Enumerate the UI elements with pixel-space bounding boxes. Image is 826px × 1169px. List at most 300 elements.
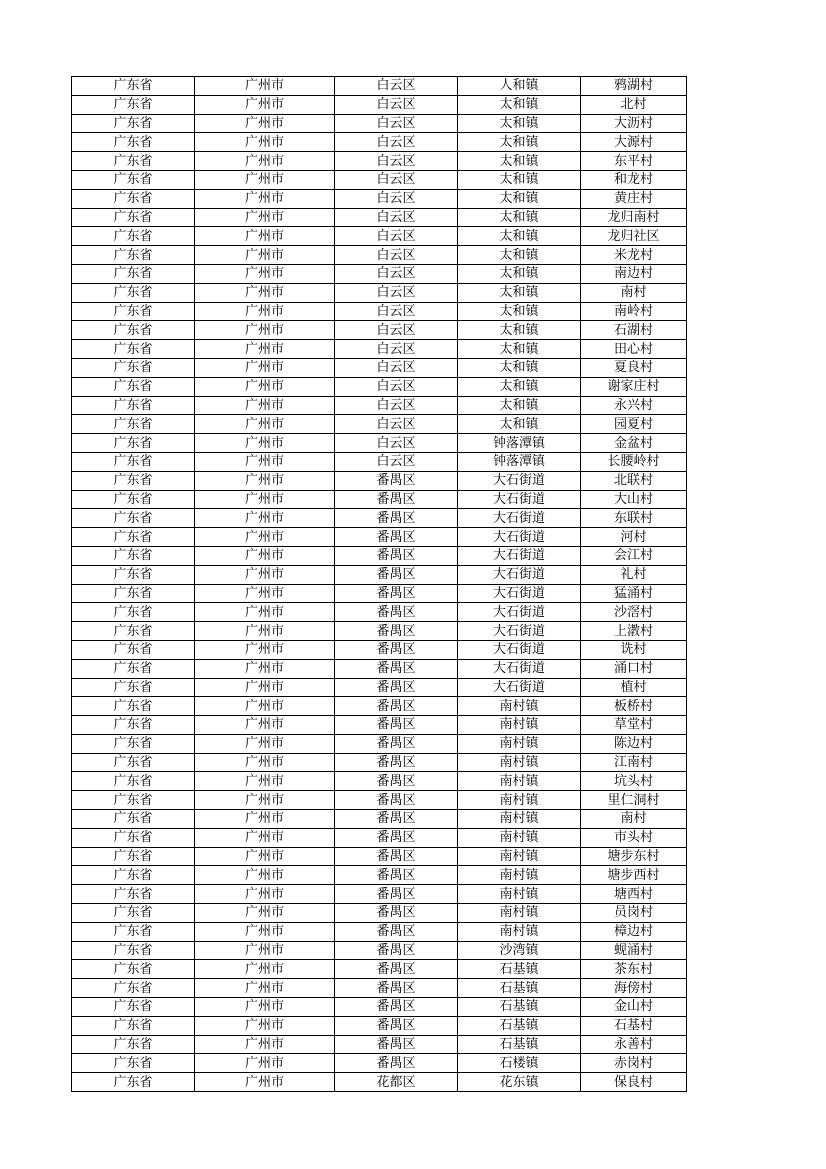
town-cell: 大石街道 — [458, 584, 581, 603]
town-cell: 石基镇 — [458, 960, 581, 979]
city-cell: 广州市 — [195, 77, 335, 96]
table-row — [72, 509, 687, 528]
table-row — [72, 1035, 687, 1054]
village-cell: 江南村 — [581, 753, 687, 772]
village-cell: 上漖村 — [581, 622, 687, 641]
province-cell: 广东省 — [72, 998, 195, 1017]
province-cell: 广东省 — [72, 828, 195, 847]
table-row — [72, 828, 687, 847]
town-cell: 大石街道 — [458, 659, 581, 678]
district-cell: 番禺区 — [335, 640, 458, 659]
city-cell: 广州市 — [195, 546, 335, 565]
province-cell: 广东省 — [72, 302, 195, 321]
village-cell: 诜村 — [581, 640, 687, 659]
table-row — [72, 528, 687, 547]
village-cell: 樟边村 — [581, 922, 687, 941]
district-cell: 番禺区 — [335, 1016, 458, 1035]
town-cell: 大石街道 — [458, 622, 581, 641]
district-cell: 番禺区 — [335, 697, 458, 716]
table-row — [72, 1016, 687, 1035]
district-cell: 番禺区 — [335, 584, 458, 603]
district-cell: 白云区 — [335, 170, 458, 189]
city-cell: 广州市 — [195, 885, 335, 904]
district-cell: 白云区 — [335, 452, 458, 471]
town-cell: 太和镇 — [458, 246, 581, 265]
province-cell: 广东省 — [72, 1054, 195, 1073]
district-cell: 白云区 — [335, 377, 458, 396]
village-cell: 涌口村 — [581, 659, 687, 678]
district-cell: 番禺区 — [335, 885, 458, 904]
table-row — [72, 490, 687, 509]
village-cell: 草堂村 — [581, 716, 687, 735]
district-cell: 白云区 — [335, 321, 458, 340]
town-cell: 南村镇 — [458, 847, 581, 866]
province-cell: 广东省 — [72, 189, 195, 208]
table-row — [72, 452, 687, 471]
district-cell: 番禺区 — [335, 847, 458, 866]
table-body — [72, 77, 687, 1092]
village-cell: 板桥村 — [581, 697, 687, 716]
province-cell: 广东省 — [72, 114, 195, 133]
town-cell: 太和镇 — [458, 189, 581, 208]
city-cell: 广州市 — [195, 697, 335, 716]
district-cell: 番禺区 — [335, 490, 458, 509]
town-cell: 钟落潭镇 — [458, 434, 581, 453]
town-cell: 大石街道 — [458, 471, 581, 490]
table-row — [72, 584, 687, 603]
city-cell: 广州市 — [195, 810, 335, 829]
district-cell: 白云区 — [335, 114, 458, 133]
town-cell: 太和镇 — [458, 415, 581, 434]
table-row — [72, 1054, 687, 1073]
city-cell: 广州市 — [195, 434, 335, 453]
village-cell: 永兴村 — [581, 396, 687, 415]
city-cell: 广州市 — [195, 170, 335, 189]
village-cell: 龙归南村 — [581, 208, 687, 227]
table-row — [72, 264, 687, 283]
town-cell: 大石街道 — [458, 603, 581, 622]
village-cell: 南村 — [581, 283, 687, 302]
province-cell: 广东省 — [72, 941, 195, 960]
table-row — [72, 659, 687, 678]
village-cell: 猛涌村 — [581, 584, 687, 603]
district-cell: 白云区 — [335, 208, 458, 227]
town-cell: 太和镇 — [458, 208, 581, 227]
town-cell: 大石街道 — [458, 546, 581, 565]
village-cell: 塘西村 — [581, 885, 687, 904]
village-cell: 龙归社区 — [581, 227, 687, 246]
province-cell: 广东省 — [72, 152, 195, 171]
district-cell: 番禺区 — [335, 528, 458, 547]
province-cell: 广东省 — [72, 95, 195, 114]
village-cell: 谢家庄村 — [581, 377, 687, 396]
province-cell: 广东省 — [72, 565, 195, 584]
town-cell: 南村镇 — [458, 772, 581, 791]
city-cell: 广州市 — [195, 922, 335, 941]
town-cell: 太和镇 — [458, 321, 581, 340]
district-cell: 白云区 — [335, 358, 458, 377]
district-cell: 白云区 — [335, 77, 458, 96]
city-cell: 广州市 — [195, 828, 335, 847]
city-cell: 广州市 — [195, 114, 335, 133]
town-cell: 大石街道 — [458, 640, 581, 659]
city-cell: 广州市 — [195, 998, 335, 1017]
province-cell: 广东省 — [72, 227, 195, 246]
district-cell: 白云区 — [335, 227, 458, 246]
province-cell: 广东省 — [72, 264, 195, 283]
province-cell: 广东省 — [72, 509, 195, 528]
city-cell: 广州市 — [195, 791, 335, 810]
district-cell: 番禺区 — [335, 471, 458, 490]
district-cell: 番禺区 — [335, 772, 458, 791]
table-row — [72, 885, 687, 904]
province-cell: 广东省 — [72, 584, 195, 603]
table-row — [72, 791, 687, 810]
town-cell: 南村镇 — [458, 904, 581, 923]
table-row — [72, 866, 687, 885]
village-cell: 礼村 — [581, 565, 687, 584]
city-cell: 广州市 — [195, 415, 335, 434]
table-row — [72, 246, 687, 265]
city-cell: 广州市 — [195, 283, 335, 302]
province-cell: 广东省 — [72, 885, 195, 904]
table-row — [72, 716, 687, 735]
province-cell: 广东省 — [72, 434, 195, 453]
town-cell: 太和镇 — [458, 340, 581, 359]
district-cell: 番禺区 — [335, 546, 458, 565]
province-cell: 广东省 — [72, 396, 195, 415]
town-cell: 石基镇 — [458, 1035, 581, 1054]
table-row — [72, 283, 687, 302]
district-cell: 番禺区 — [335, 791, 458, 810]
table-row — [72, 565, 687, 584]
town-cell: 南村镇 — [458, 716, 581, 735]
table-row — [72, 434, 687, 453]
village-cell: 石湖村 — [581, 321, 687, 340]
table-row — [72, 810, 687, 829]
city-cell: 广州市 — [195, 1054, 335, 1073]
table-row — [72, 321, 687, 340]
village-cell: 沙滘村 — [581, 603, 687, 622]
village-cell: 大沥村 — [581, 114, 687, 133]
city-cell: 广州市 — [195, 1016, 335, 1035]
district-cell: 白云区 — [335, 283, 458, 302]
province-cell: 广东省 — [72, 1073, 195, 1092]
town-cell: 南村镇 — [458, 697, 581, 716]
city-cell: 广州市 — [195, 565, 335, 584]
province-cell: 广东省 — [72, 960, 195, 979]
village-cell: 东平村 — [581, 152, 687, 171]
table-row — [72, 227, 687, 246]
village-cell: 南岭村 — [581, 302, 687, 321]
city-cell: 广州市 — [195, 979, 335, 998]
province-cell: 广东省 — [72, 734, 195, 753]
town-cell: 太和镇 — [458, 133, 581, 152]
city-cell: 广州市 — [195, 246, 335, 265]
table-row — [72, 734, 687, 753]
province-cell: 广东省 — [72, 922, 195, 941]
town-cell: 太和镇 — [458, 264, 581, 283]
table-row — [72, 904, 687, 923]
village-cell: 蚬涌村 — [581, 941, 687, 960]
village-cell: 北村 — [581, 95, 687, 114]
village-cell: 会江村 — [581, 546, 687, 565]
town-cell: 人和镇 — [458, 77, 581, 96]
province-cell: 广东省 — [72, 847, 195, 866]
town-cell: 太和镇 — [458, 227, 581, 246]
town-cell: 大石街道 — [458, 565, 581, 584]
village-cell: 田心村 — [581, 340, 687, 359]
table-row — [72, 77, 687, 96]
village-cell: 市头村 — [581, 828, 687, 847]
table-row — [72, 960, 687, 979]
table-row — [72, 377, 687, 396]
district-cell: 白云区 — [335, 189, 458, 208]
town-cell: 大石街道 — [458, 678, 581, 697]
province-cell: 广东省 — [72, 622, 195, 641]
village-cell: 鸦湖村 — [581, 77, 687, 96]
province-cell: 广东省 — [72, 659, 195, 678]
province-cell: 广东省 — [72, 791, 195, 810]
province-cell: 广东省 — [72, 358, 195, 377]
table-row — [72, 340, 687, 359]
province-cell: 广东省 — [72, 452, 195, 471]
village-cell: 大山村 — [581, 490, 687, 509]
district-cell: 番禺区 — [335, 866, 458, 885]
village-cell: 保良村 — [581, 1073, 687, 1092]
table-row — [72, 114, 687, 133]
village-cell: 东联村 — [581, 509, 687, 528]
town-cell: 沙湾镇 — [458, 941, 581, 960]
district-cell: 白云区 — [335, 264, 458, 283]
district-cell: 番禺区 — [335, 1035, 458, 1054]
district-cell: 番禺区 — [335, 828, 458, 847]
village-cell: 赤岗村 — [581, 1054, 687, 1073]
city-cell: 广州市 — [195, 716, 335, 735]
town-cell: 太和镇 — [458, 114, 581, 133]
town-cell: 钟落潭镇 — [458, 452, 581, 471]
town-cell: 南村镇 — [458, 734, 581, 753]
table-row — [72, 678, 687, 697]
province-cell: 广东省 — [72, 208, 195, 227]
table-row — [72, 753, 687, 772]
table-row — [72, 152, 687, 171]
town-cell: 太和镇 — [458, 377, 581, 396]
district-cell: 番禺区 — [335, 734, 458, 753]
village-cell: 茶东村 — [581, 960, 687, 979]
province-cell: 广东省 — [72, 471, 195, 490]
district-cell: 番禺区 — [335, 922, 458, 941]
village-cell: 园夏村 — [581, 415, 687, 434]
village-cell: 南边村 — [581, 264, 687, 283]
village-cell: 大源村 — [581, 133, 687, 152]
city-cell: 广州市 — [195, 1035, 335, 1054]
town-cell: 太和镇 — [458, 95, 581, 114]
district-cell: 白云区 — [335, 246, 458, 265]
province-cell: 广东省 — [72, 772, 195, 791]
province-cell: 广东省 — [72, 603, 195, 622]
village-cell: 黄庄村 — [581, 189, 687, 208]
province-cell: 广东省 — [72, 246, 195, 265]
city-cell: 广州市 — [195, 264, 335, 283]
town-cell: 南村镇 — [458, 828, 581, 847]
district-cell: 白云区 — [335, 340, 458, 359]
village-cell: 坑头村 — [581, 772, 687, 791]
town-cell: 南村镇 — [458, 753, 581, 772]
city-cell: 广州市 — [195, 584, 335, 603]
province-cell: 广东省 — [72, 546, 195, 565]
town-cell: 石基镇 — [458, 979, 581, 998]
district-cell: 番禺区 — [335, 603, 458, 622]
province-cell: 广东省 — [72, 979, 195, 998]
city-cell: 广州市 — [195, 377, 335, 396]
city-cell: 广州市 — [195, 734, 335, 753]
district-cell: 白云区 — [335, 434, 458, 453]
table-row — [72, 415, 687, 434]
village-cell: 员岗村 — [581, 904, 687, 923]
city-cell: 广州市 — [195, 396, 335, 415]
village-cell: 植村 — [581, 678, 687, 697]
table-row — [72, 979, 687, 998]
town-cell: 大石街道 — [458, 490, 581, 509]
table-row — [72, 302, 687, 321]
town-cell: 石楼镇 — [458, 1054, 581, 1073]
province-cell: 广东省 — [72, 716, 195, 735]
province-cell: 广东省 — [72, 697, 195, 716]
town-cell: 南村镇 — [458, 885, 581, 904]
province-cell: 广东省 — [72, 283, 195, 302]
village-cell: 塘步东村 — [581, 847, 687, 866]
village-cell: 长腰岭村 — [581, 452, 687, 471]
city-cell: 广州市 — [195, 904, 335, 923]
table-row — [72, 208, 687, 227]
village-cell: 北联村 — [581, 471, 687, 490]
district-cell: 番禺区 — [335, 998, 458, 1017]
table-row — [72, 471, 687, 490]
city-cell: 广州市 — [195, 603, 335, 622]
city-cell: 广州市 — [195, 622, 335, 641]
province-cell: 广东省 — [72, 340, 195, 359]
province-cell: 广东省 — [72, 321, 195, 340]
city-cell: 广州市 — [195, 95, 335, 114]
town-cell: 南村镇 — [458, 810, 581, 829]
district-cell: 白云区 — [335, 133, 458, 152]
table-row — [72, 170, 687, 189]
city-cell: 广州市 — [195, 340, 335, 359]
table-row — [72, 622, 687, 641]
province-cell: 广东省 — [72, 866, 195, 885]
city-cell: 广州市 — [195, 358, 335, 377]
city-cell: 广州市 — [195, 152, 335, 171]
town-cell: 大石街道 — [458, 528, 581, 547]
province-cell: 广东省 — [72, 490, 195, 509]
city-cell: 广州市 — [195, 960, 335, 979]
town-cell: 太和镇 — [458, 302, 581, 321]
district-cell: 番禺区 — [335, 509, 458, 528]
city-cell: 广州市 — [195, 189, 335, 208]
province-cell: 广东省 — [72, 528, 195, 547]
district-cell: 番禺区 — [335, 1054, 458, 1073]
district-cell: 番禺区 — [335, 753, 458, 772]
village-cell: 河村 — [581, 528, 687, 547]
village-cell: 米龙村 — [581, 246, 687, 265]
town-cell: 南村镇 — [458, 922, 581, 941]
city-cell: 广州市 — [195, 509, 335, 528]
town-cell: 太和镇 — [458, 283, 581, 302]
table-row — [72, 922, 687, 941]
town-cell: 太和镇 — [458, 396, 581, 415]
village-cell: 和龙村 — [581, 170, 687, 189]
table-row — [72, 772, 687, 791]
province-cell: 广东省 — [72, 133, 195, 152]
province-cell: 广东省 — [72, 904, 195, 923]
district-cell: 番禺区 — [335, 678, 458, 697]
district-cell: 白云区 — [335, 152, 458, 171]
district-cell: 番禺区 — [335, 941, 458, 960]
town-cell: 南村镇 — [458, 791, 581, 810]
province-cell: 广东省 — [72, 1016, 195, 1035]
town-cell: 太和镇 — [458, 170, 581, 189]
village-cell: 永善村 — [581, 1035, 687, 1054]
city-cell: 广州市 — [195, 452, 335, 471]
table-row — [72, 546, 687, 565]
city-cell: 广州市 — [195, 772, 335, 791]
table-row — [72, 640, 687, 659]
province-cell: 广东省 — [72, 753, 195, 772]
village-cell: 石基村 — [581, 1016, 687, 1035]
city-cell: 广州市 — [195, 208, 335, 227]
province-cell: 广东省 — [72, 640, 195, 659]
village-cell: 里仁洞村 — [581, 791, 687, 810]
table-row — [72, 133, 687, 152]
table-row — [72, 998, 687, 1017]
district-cell: 番禺区 — [335, 810, 458, 829]
town-cell: 南村镇 — [458, 866, 581, 885]
table-row — [72, 95, 687, 114]
province-cell: 广东省 — [72, 810, 195, 829]
city-cell: 广州市 — [195, 640, 335, 659]
village-cell: 南村 — [581, 810, 687, 829]
city-cell: 广州市 — [195, 659, 335, 678]
town-cell: 大石街道 — [458, 509, 581, 528]
city-cell: 广州市 — [195, 133, 335, 152]
village-cell: 海傍村 — [581, 979, 687, 998]
district-cell: 番禺区 — [335, 979, 458, 998]
city-cell: 广州市 — [195, 490, 335, 509]
town-cell: 太和镇 — [458, 358, 581, 377]
province-cell: 广东省 — [72, 77, 195, 96]
table-row — [72, 603, 687, 622]
city-cell: 广州市 — [195, 753, 335, 772]
city-cell: 广州市 — [195, 471, 335, 490]
village-cell: 陈边村 — [581, 734, 687, 753]
village-cell: 金盆村 — [581, 434, 687, 453]
district-cell: 番禺区 — [335, 716, 458, 735]
table-row — [72, 941, 687, 960]
table-row — [72, 189, 687, 208]
province-cell: 广东省 — [72, 1035, 195, 1054]
district-cell: 白云区 — [335, 95, 458, 114]
province-cell: 广东省 — [72, 170, 195, 189]
district-cell: 番禺区 — [335, 565, 458, 584]
province-cell: 广东省 — [72, 415, 195, 434]
city-cell: 广州市 — [195, 302, 335, 321]
town-cell: 石基镇 — [458, 998, 581, 1017]
city-cell: 广州市 — [195, 227, 335, 246]
city-cell: 广州市 — [195, 847, 335, 866]
table-row — [72, 358, 687, 377]
district-cell: 白云区 — [335, 302, 458, 321]
